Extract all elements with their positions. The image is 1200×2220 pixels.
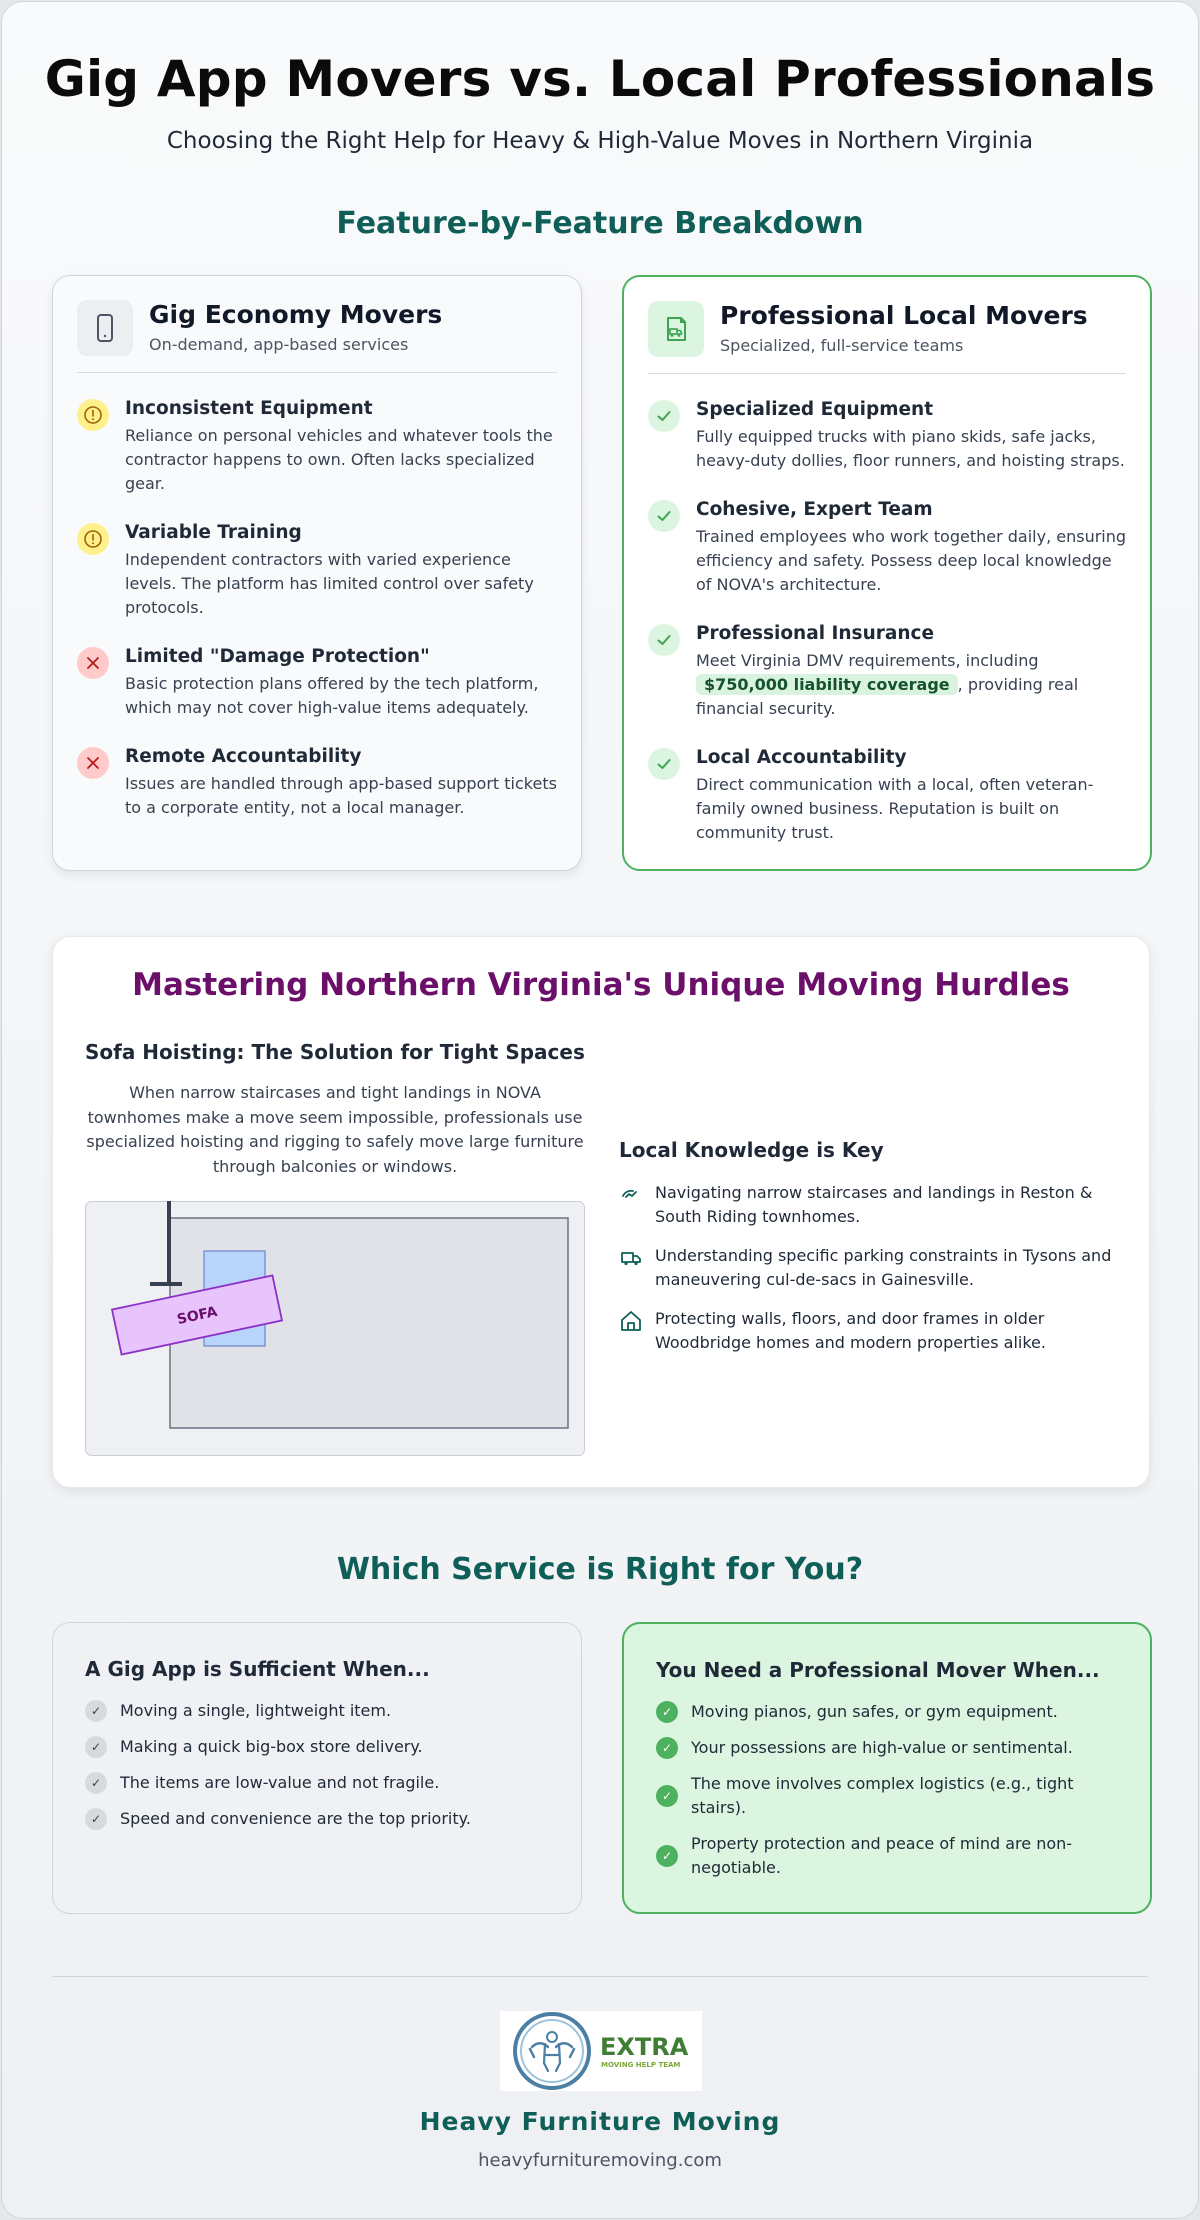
local-knowledge-item (619, 1307, 1129, 1355)
pro-feature (648, 746, 1130, 845)
gig-card-title: Gig Economy Movers (149, 300, 443, 329)
pro-needed-item (656, 1700, 1122, 1724)
check-icon: ✓ (656, 1701, 678, 1723)
feature-desc: Independent contractors with varied experience levels. The platform has limited control over safety protocols. (125, 550, 534, 617)
pro-needed-item (656, 1772, 1122, 1820)
x-icon (77, 647, 109, 679)
check-icon (648, 624, 680, 656)
logo-word: EXTRA (600, 2033, 689, 2061)
feature-title: Local Accountability (696, 747, 907, 768)
check-icon: ✓ (85, 1808, 107, 1830)
warning-icon (77, 399, 109, 431)
extra-moving-help-logo (500, 2011, 702, 2091)
moving-truck-icon (648, 301, 704, 357)
gig-feature (77, 745, 561, 820)
warning-icon (77, 523, 109, 555)
pro-needed-item (656, 1736, 1122, 1760)
stairs-icon (619, 1183, 643, 1207)
hurdles-card (52, 936, 1150, 1488)
local-knowledge-title: Local Knowledge is Key (619, 1138, 884, 1162)
check-icon: ✓ (656, 1785, 678, 1807)
gig-sufficient-card (52, 1622, 582, 1914)
logo-tagline: MOVING HELP TEAM (601, 2061, 681, 2069)
local-knowledge-text: Navigating narrow staircases and landings in Reston & South Riding townhomes. (655, 1183, 1093, 1226)
check-icon (648, 748, 680, 780)
page-title: Gig App Movers vs. Local Professionals (44, 50, 1156, 108)
desc-before: Meet Virginia DMV requirements, including (696, 651, 1039, 670)
gig-sufficient-text: Making a quick big-box store delivery. (120, 1737, 423, 1756)
feature-desc: Trained employees who work together daily, ensuring efficiency and safety. Possess deep local knowledge of NOVA's architecture. (696, 527, 1127, 594)
feature-desc (696, 649, 1130, 721)
gig-sufficient-text: Speed and convenience are the top priority. (120, 1809, 471, 1828)
sofa-hoisting-diagram (85, 1201, 585, 1456)
feature-desc: Issues are handled through app-based support tickets to a corporate entity, not a local manager. (125, 774, 557, 817)
page-subtitle: Choosing the Right Help for Heavy & High-Value Moves in Northern Virginia (166, 128, 1034, 154)
truck-icon (619, 1246, 643, 1270)
pro-needed-text: Your possessions are high-value or sentimental. (691, 1738, 1073, 1757)
pro-needed-card (622, 1622, 1152, 1914)
gig-movers-card (52, 275, 582, 871)
feature-desc: Fully equipped trucks with piano skids, safe jacks, heavy-duty dollies, floor runners, and hoisting straps. (696, 427, 1125, 470)
feature-title: Variable Training (125, 522, 302, 543)
gig-sufficient-text: Moving a single, lightweight item. (120, 1701, 392, 1720)
pro-feature (648, 398, 1130, 473)
check-icon (648, 500, 680, 532)
check-icon: ✓ (85, 1772, 107, 1794)
home-icon (619, 1309, 643, 1333)
sofa-label: SOFA (175, 1303, 219, 1329)
divider (77, 372, 557, 373)
professional-movers-card (622, 275, 1152, 871)
local-knowledge-item (619, 1181, 1129, 1229)
feature-title: Professional Insurance (696, 623, 935, 644)
pro-needed-text: Property protection and peace of mind are non-negotiable. (691, 1834, 1073, 1877)
gig-sufficient-item (85, 1735, 553, 1759)
check-icon: ✓ (656, 1737, 678, 1759)
desc-after: , providing real financial security. (696, 675, 1079, 718)
smartphone-icon (77, 300, 133, 356)
pro-needed-item (656, 1832, 1122, 1880)
feature-desc: Reliance on personal vehicles and whatever tools the contractor happens to own. Often lacks specialized gear. (125, 426, 553, 493)
pro-needed-text: The move involves complex logistics (e.g., tight stairs). (691, 1774, 1074, 1817)
footer-url[interactable]: heavyfurnituremoving.com (478, 2150, 722, 2171)
x-icon (77, 747, 109, 779)
pro-feature (648, 622, 1130, 721)
gig-sufficient-text: The items are low-value and not fragile. (120, 1773, 440, 1792)
local-knowledge-text: Understanding specific parking constraints in Tysons and maneuvering cul-de-sacs in Gainesville. (655, 1246, 1112, 1289)
local-knowledge-item (619, 1244, 1129, 1292)
hoisting-title: Sofa Hoisting: The Solution for Tight Spaces (85, 1040, 585, 1064)
pro-feature (648, 498, 1130, 597)
pro-card-subtitle: Specialized, full-service teams (720, 336, 964, 355)
local-knowledge-text: Protecting walls, floors, and door frames in older Woodbridge homes and modern properties alike. (655, 1309, 1046, 1352)
check-icon: ✓ (656, 1845, 678, 1867)
liability-highlight: $750,000 liability coverage (696, 674, 958, 695)
check-icon: ✓ (85, 1736, 107, 1758)
footer-brand: Heavy Furniture Moving (419, 2107, 781, 2136)
feature-title: Specialized Equipment (696, 399, 934, 420)
gig-sufficient-item (85, 1771, 553, 1795)
divider (648, 373, 1126, 374)
feature-title: Cohesive, Expert Team (696, 499, 933, 520)
check-icon (648, 400, 680, 432)
feature-desc: Direct communication with a local, often veteran-family owned business. Reputation is built on community trust. (696, 775, 1094, 842)
breakdown-heading: Feature-by-Feature Breakdown (336, 206, 864, 241)
check-icon: ✓ (85, 1700, 107, 1722)
hurdles-heading: Mastering Northern Virginia's Unique Moving Hurdles (132, 967, 1070, 1003)
feature-title: Inconsistent Equipment (125, 398, 373, 419)
hoisting-desc: When narrow staircases and tight landings in NOVA townhomes make a move seem impossible, professionals use specialized hoisting and rigging to safely move large furniture through balconies or windows. (86, 1083, 584, 1176)
gig-card-subtitle: On-demand, app-based services (149, 335, 409, 354)
infographic-page (1, 1, 1199, 2219)
pro-needed-text: Moving pianos, gun safes, or gym equipment. (691, 1702, 1058, 1721)
gig-sufficient-item (85, 1807, 553, 1831)
gig-feature (77, 521, 561, 620)
gig-feature (77, 645, 561, 720)
feature-title: Remote Accountability (125, 746, 362, 767)
pro-needed-title: You Need a Professional Mover When... (656, 1658, 1100, 1682)
feature-title: Limited "Damage Protection" (125, 646, 430, 667)
gig-sufficient-title: A Gig App is Sufficient When... (85, 1657, 430, 1681)
gig-feature (77, 397, 561, 496)
pro-card-title: Professional Local Movers (720, 301, 1088, 330)
which-service-heading: Which Service is Right for You? (336, 1552, 864, 1587)
gig-sufficient-item (85, 1699, 553, 1723)
footer-divider (52, 1976, 1148, 1977)
feature-desc: Basic protection plans offered by the tech platform, which may not cover high-value items adequately. (125, 674, 539, 717)
